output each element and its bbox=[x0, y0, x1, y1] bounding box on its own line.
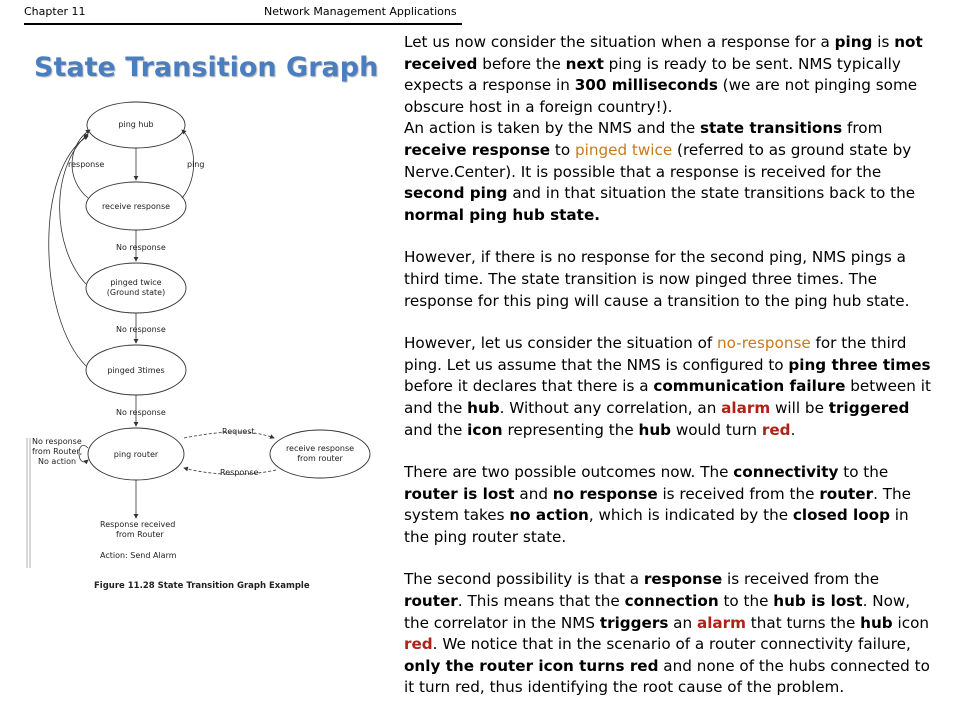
state-ping-hub-label: ping hub bbox=[118, 120, 154, 129]
paragraph-1: Let us now consider the situation when a response for a ping is not received before the next ping is ready to be sent. NMS typically expects a response in 300 milliseconds (we are not pinging some obscure host in a foreign country!). An action is taken by the NMS and the state transitions from receive response to pinged twice (referred to as ground state by Nerve.Center). It is possible that a response is received for the second ping and in that situation the state transitions back to the normal ping hub state. bbox=[404, 33, 923, 224]
figure-hatching bbox=[27, 438, 30, 568]
body-text bbox=[404, 32, 934, 720]
label-no-response-1: No response bbox=[116, 243, 166, 252]
state-pinged-twice-sublabel: (Ground state) bbox=[106, 288, 166, 297]
label-no-response-router-l3: No action bbox=[38, 457, 77, 466]
label-request: Request bbox=[222, 427, 255, 436]
paragraph-2: However, if there is no response for the second ping, NMS pings a third time. The state transition is now pinged three times. The response for this ping will cause a transition to the ping hub state. bbox=[404, 248, 910, 310]
state-receive-response-router-sublabel: from router bbox=[297, 454, 343, 463]
state-receive-response-router-label: receive response bbox=[285, 444, 355, 453]
state-pinged-3times-label: pinged 3times bbox=[107, 366, 165, 375]
header-rule bbox=[24, 23, 462, 25]
paragraph-5: The second possibility is that a response is received from the router. This means that the connection to the hub is lost. Now, the correlator in the NMS triggers an alarm that turns the hub icon red. We notice that in the scenario of a router connectivity failure, only the router icon turns red and none of the hubs connected to it turn red, thus identifying the root cause of the problem. bbox=[404, 570, 930, 697]
label-response-back: Response bbox=[220, 468, 259, 477]
chapter-label: Chapter 11 bbox=[24, 5, 86, 18]
paragraph-3: However, let us consider the situation of no-response for the third ping. Let us assume that the NMS is configured to ping three times before it declares that there is a communication failure between it and the hub. Without any correlation, an alarm will be triggered and the icon representing the hub would turn red. bbox=[404, 334, 931, 439]
section-label: Network Management Applications bbox=[264, 5, 457, 18]
state-transition-diagram bbox=[24, 98, 394, 598]
edge-twice-back-to-hub bbox=[60, 134, 88, 284]
label-no-response-router-l1: No response bbox=[32, 437, 82, 446]
label-no-response-router-l2: from Router, bbox=[32, 447, 83, 456]
label-action-send-alarm: Action: Send Alarm bbox=[100, 551, 177, 560]
label-response: response bbox=[68, 160, 105, 169]
label-response-received-l1: Response received bbox=[100, 520, 176, 529]
edge-3times-back-to-hub bbox=[49, 136, 88, 366]
paragraph-4: There are two possible outcomes now. The connectivity to the router is lost and no response is received from the router. The system takes no action, which is indicated by the closed loop in the ping router state. bbox=[404, 463, 912, 546]
label-response-received-l2: from Router bbox=[116, 530, 164, 539]
label-ping: ping bbox=[187, 160, 205, 169]
state-transition-figure bbox=[24, 98, 394, 598]
state-pinged-twice-label: pinged twice bbox=[110, 278, 162, 287]
slide-title: State Transition Graph bbox=[34, 52, 379, 83]
figure-caption: Figure 11.28 State Transition Graph Example bbox=[94, 581, 310, 591]
label-no-response-2: No response bbox=[116, 325, 166, 334]
state-receive-response-label: receive response bbox=[101, 202, 171, 211]
label-no-response-3: No response bbox=[116, 408, 166, 417]
state-ping-router-label: ping router bbox=[113, 450, 159, 459]
